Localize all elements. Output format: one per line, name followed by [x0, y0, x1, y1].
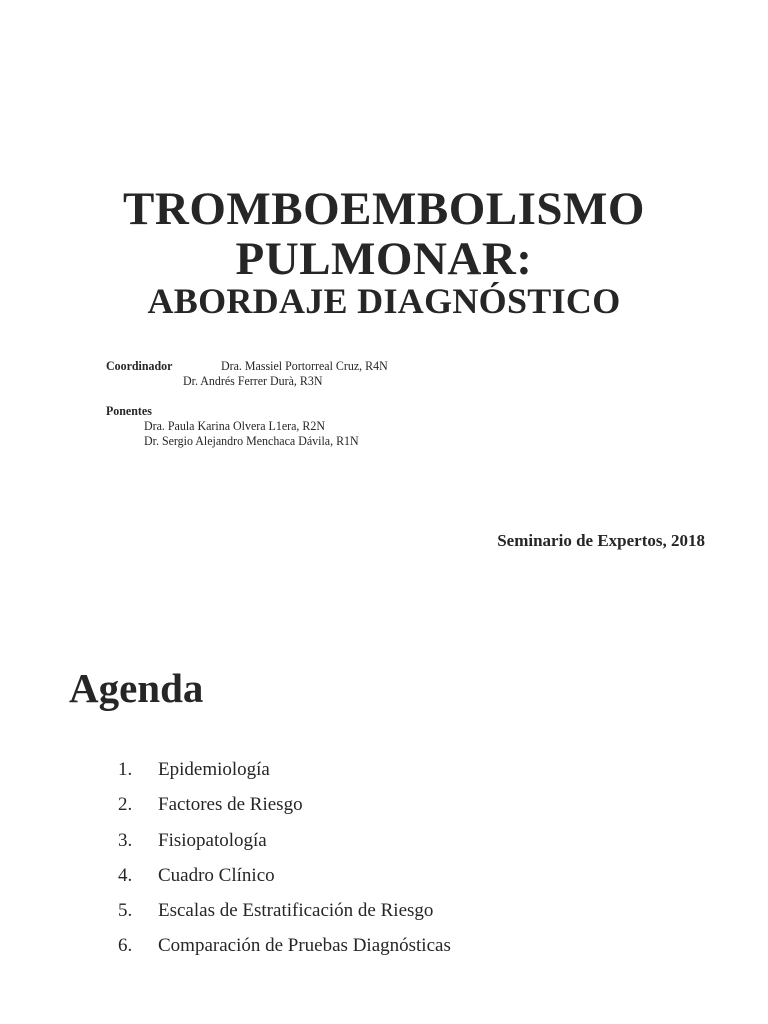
title-line-1: TROMBOEMBOLISMO	[123, 183, 645, 235]
title-line-2: PULMONAR:	[235, 233, 533, 285]
agenda-item-text: Fisiopatología	[158, 829, 267, 851]
agenda-item-text: Comparación de Pruebas Diagnósticas	[158, 935, 451, 957]
agenda-heading: Agenda	[69, 665, 204, 711]
speaker-name: Dr. Sergio Alejandro Menchaca Dávila, R1N	[144, 433, 359, 448]
speakers-label: Ponentes	[106, 403, 152, 418]
coordinator-label: Coordinador	[106, 358, 173, 373]
agenda-item	[118, 934, 451, 969]
agenda-item-number: 1.	[118, 759, 133, 780]
agenda-item-number: 5.	[118, 900, 133, 922]
agenda-list	[118, 758, 451, 970]
coordinator-name: Dr. Andrés Ferrer Durà, R3N	[183, 373, 323, 388]
agenda-item	[118, 864, 451, 899]
agenda-item-text: Escalas de Estratificación de Riesgo	[158, 900, 434, 922]
agenda-item-number: 3.	[118, 829, 133, 851]
agenda-item	[118, 793, 451, 828]
speaker-name: Dra. Paula Karina Olvera L1era, R2N	[144, 418, 325, 433]
agenda-item-text: Factores de Riesgo	[158, 794, 303, 816]
agenda-item-number: 4.	[118, 864, 133, 886]
agenda-item-number: 6.	[118, 935, 133, 957]
agenda-item	[118, 758, 451, 793]
agenda-item-text: Epidemiología	[158, 759, 270, 780]
event-label: Seminario de Expertos, 2018	[497, 531, 705, 550]
agenda-item-number: 2.	[118, 794, 133, 816]
subtitle: ABORDAJE DIAGNÓSTICO	[147, 281, 621, 321]
agenda-item	[118, 829, 451, 864]
agenda-item-text: Cuadro Clínico	[158, 864, 275, 886]
agenda-item	[118, 899, 451, 934]
coordinator-name: Dra. Massiel Portorreal Cruz, R4N	[221, 358, 388, 373]
